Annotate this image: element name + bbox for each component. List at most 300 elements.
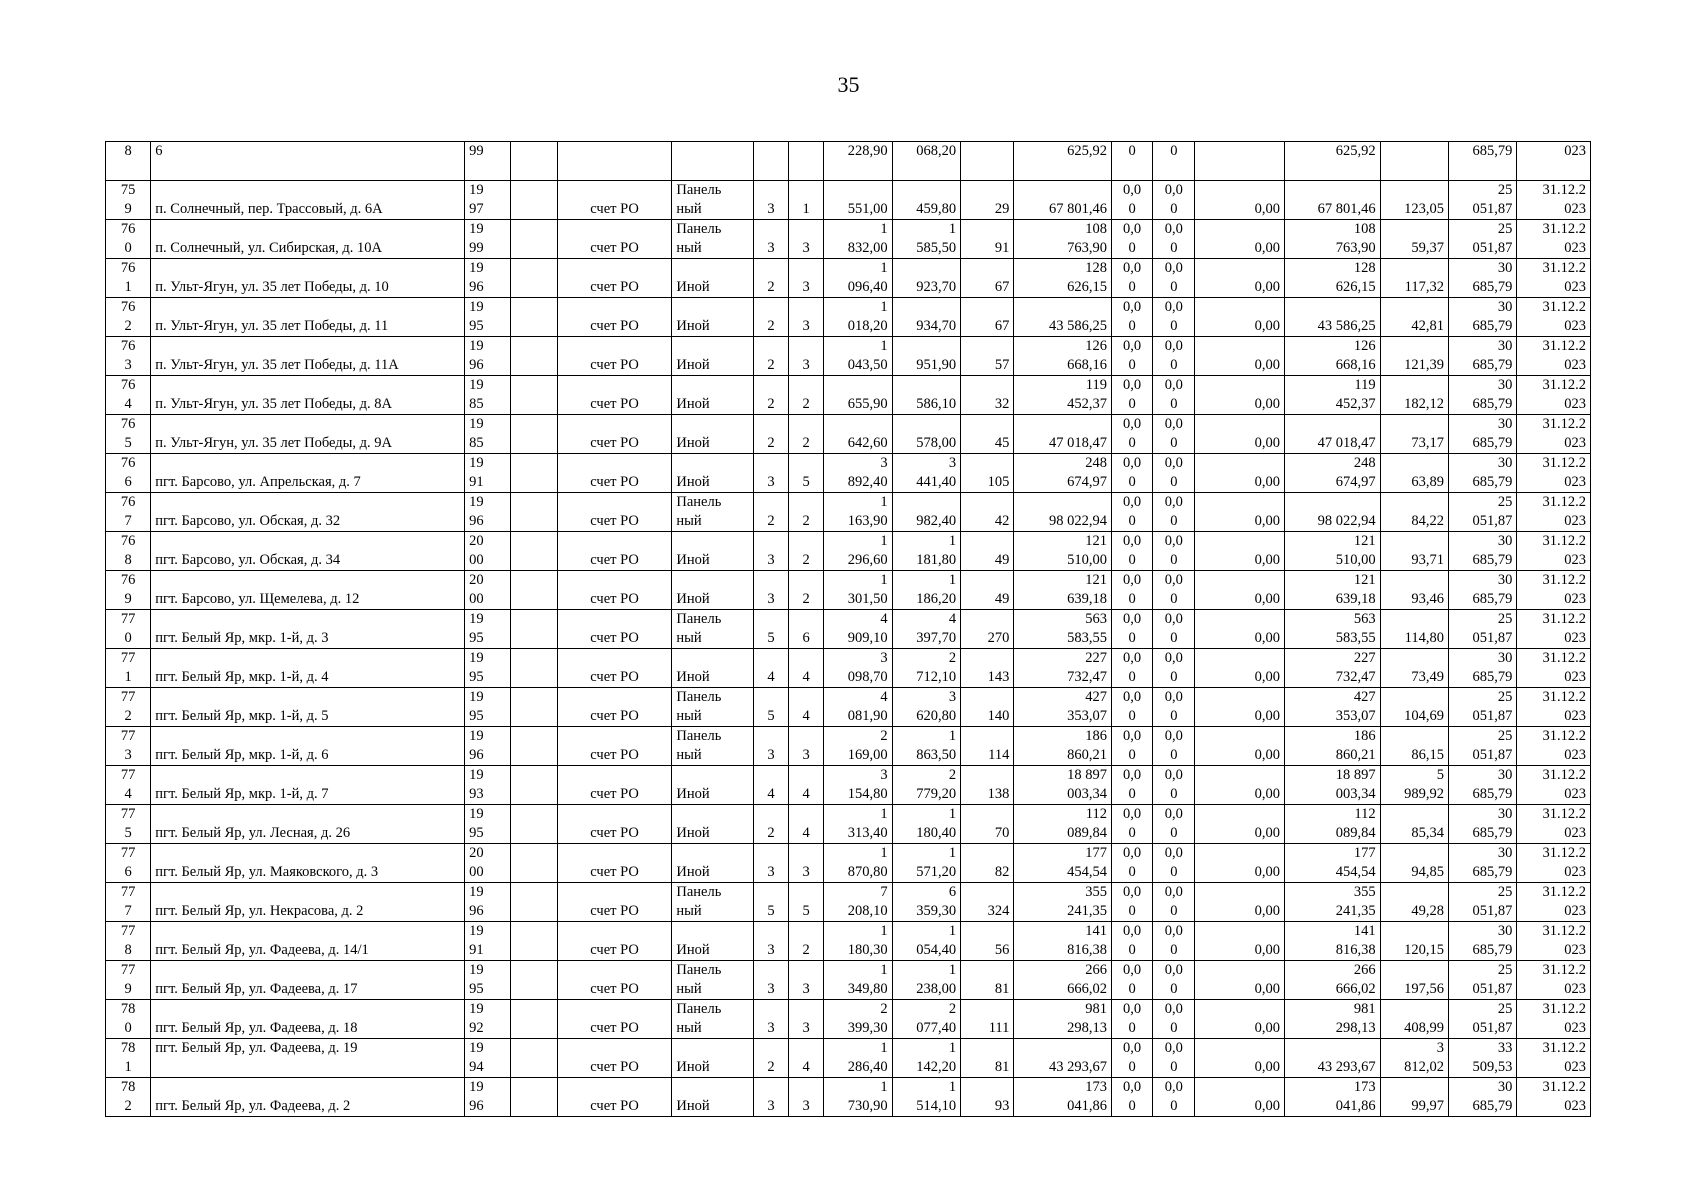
spacer-line <box>758 454 784 473</box>
wall-material-cell <box>672 571 753 610</box>
completion-date-cell-line: 31.12.2 <box>1542 767 1586 783</box>
year-cell-line: 20 <box>469 533 484 549</box>
living-area-cell-line <box>897 415 956 434</box>
zero-value-cell <box>1111 181 1152 220</box>
zero-value-cell-line: 0,0 <box>1123 299 1142 315</box>
cost-cell-line: 732,47 <box>1067 669 1107 685</box>
wall-material-cell-line: ный <box>676 630 702 646</box>
cost-cell-line: 266 <box>1085 962 1107 978</box>
total-cost-cell <box>1285 922 1381 961</box>
fund-method-cell <box>557 883 672 922</box>
unit-cost-cell <box>1380 727 1448 766</box>
year-cell-line <box>469 161 506 180</box>
completion-date-cell-line: 31.12.2 <box>1542 377 1586 393</box>
floors-cell-value: 3 <box>767 942 775 958</box>
zero-value-cell-line: 0,0 <box>1164 884 1183 900</box>
zero-value-cell <box>1111 766 1152 805</box>
unit-cost-cell-line: 42,81 <box>1411 318 1444 334</box>
total-cost-cell-line <box>1289 415 1376 434</box>
zero-value-cell <box>1153 142 1195 181</box>
residents-cell-value: 140 <box>987 708 1010 724</box>
unit-cost-cell-line <box>1385 961 1444 980</box>
total-area-cell <box>824 961 892 1000</box>
table-row <box>106 727 1591 766</box>
living-area-cell-line: 1 <box>948 1040 957 1056</box>
entrances-cell <box>789 1039 824 1078</box>
year-cell-line: 93 <box>469 786 484 802</box>
spacer-line <box>515 259 552 278</box>
spacer-line <box>758 142 784 161</box>
zero-value-cell <box>1111 454 1152 493</box>
entrances-cell <box>789 649 824 688</box>
unit-limit-cell-line: 25 <box>1497 221 1513 237</box>
zero-value-cell <box>1111 610 1152 649</box>
other-funds-cell-value: 0,00 <box>1254 630 1280 646</box>
empty-cell <box>511 532 557 571</box>
wall-material-cell-line: ный <box>676 240 702 256</box>
fund-method-cell <box>557 142 672 181</box>
entrances-cell <box>789 337 824 376</box>
cost-cell-line: 108 <box>1085 221 1107 237</box>
row-number-cell <box>106 922 151 961</box>
entrances-cell-value: 3 <box>802 279 810 295</box>
living-area-cell-line: 1 <box>948 533 957 549</box>
year-cell <box>465 376 511 415</box>
row-number-cell <box>106 610 151 649</box>
total-area-cell <box>824 649 892 688</box>
zero-value-cell-line: 0,0 <box>1164 728 1183 744</box>
total-area-cell-line: 1 <box>880 494 888 510</box>
wall-material-cell <box>672 415 753 454</box>
other-funds-cell <box>1195 688 1285 727</box>
completion-date-cell-line <box>1521 161 1586 180</box>
entrances-cell-value: 3 <box>802 357 810 373</box>
total-cost-cell-line <box>1289 161 1376 180</box>
unit-cost-cell-line <box>1385 376 1444 395</box>
spacer-line <box>1199 766 1280 785</box>
residents-cell-value: 270 <box>987 630 1010 646</box>
fund-method-cell <box>557 844 672 883</box>
unit-limit-cell-line: 30 <box>1497 767 1513 783</box>
zero-value-cell-line: 0,0 <box>1164 299 1183 315</box>
spacer-line <box>515 454 552 473</box>
wall-material-cell <box>672 688 753 727</box>
entrances-cell-value: 2 <box>802 513 810 529</box>
unit-limit-cell <box>1448 610 1516 649</box>
unit-cost-cell-line: 84,22 <box>1411 513 1444 529</box>
address-cell-line: п. Ульт-Ягун, ул. 35 лет Победы, д. 9А <box>155 435 392 451</box>
fund-method-cell <box>557 415 672 454</box>
unit-limit-cell <box>1448 181 1516 220</box>
total-cost-cell-line: 454,54 <box>1335 864 1376 880</box>
living-area-cell-line: 238,00 <box>916 981 957 997</box>
zero-value-cell-line: 0 <box>1170 942 1178 958</box>
spacer-line <box>793 727 819 746</box>
wall-material-cell-line: Панель <box>676 884 722 900</box>
cost-cell-line: 227 <box>1085 650 1107 666</box>
zero-value-cell <box>1111 649 1152 688</box>
fund-method-cell <box>557 259 672 298</box>
cost-cell <box>1014 493 1112 532</box>
fund-method-cell-line: счет РО <box>590 669 639 685</box>
unit-limit-cell <box>1448 805 1516 844</box>
floors-cell-value: 2 <box>767 396 775 412</box>
total-cost-cell-line: 626,15 <box>1335 279 1376 295</box>
empty-cell-value <box>515 317 552 336</box>
wall-material-cell-line <box>676 1039 748 1058</box>
year-cell-line: 95 <box>469 630 484 646</box>
row-number-cell-line: 2 <box>124 708 132 724</box>
unit-limit-cell <box>1448 142 1516 181</box>
row-number-cell-line: 77 <box>120 689 136 705</box>
row-number-cell-line: 9 <box>124 981 132 997</box>
fund-method-cell-line <box>562 883 668 902</box>
wall-material-cell <box>672 922 753 961</box>
spacer-line <box>515 649 552 668</box>
entrances-cell <box>789 727 824 766</box>
living-area-cell <box>892 922 960 961</box>
total-area-cell-line: 169,00 <box>847 747 888 763</box>
unit-cost-cell <box>1380 415 1448 454</box>
spacer-line <box>515 922 552 941</box>
living-area-cell-line: 578,00 <box>916 435 957 451</box>
residents-cell-value: 93 <box>994 1098 1010 1114</box>
year-cell-line: 96 <box>469 513 484 529</box>
year-cell <box>465 415 511 454</box>
unit-cost-cell-line <box>1385 805 1444 824</box>
spacer-line <box>1199 610 1280 629</box>
residents-cell <box>961 610 1014 649</box>
total-cost-cell-line: 128 <box>1353 260 1376 276</box>
wall-material-cell-line: Иной <box>676 357 710 373</box>
zero-value-cell-line: 0 <box>1170 1059 1178 1075</box>
spacer-line <box>1199 337 1280 356</box>
spacer-line <box>965 532 1009 551</box>
empty-cell-value <box>515 590 552 609</box>
spacer-line <box>965 961 1009 980</box>
cost-cell-line: 67 801,46 <box>1048 201 1107 217</box>
cost-cell-line: 816,38 <box>1067 942 1107 958</box>
zero-value-cell-line: 0 <box>1128 708 1136 724</box>
zero-value-cell-line: 0 <box>1170 825 1178 841</box>
completion-date-cell-line: 023 <box>1564 513 1586 529</box>
completion-date-cell-line: 31.12.2 <box>1542 182 1586 198</box>
wall-material-cell <box>672 493 753 532</box>
spacer-line <box>793 844 819 863</box>
other-funds-cell <box>1195 766 1285 805</box>
floors-cell <box>753 883 788 922</box>
address-cell <box>151 766 465 805</box>
unit-cost-cell-line: 114,80 <box>1404 630 1444 646</box>
empty-cell-value <box>515 395 552 414</box>
fund-method-cell-line: счет РО <box>590 630 639 646</box>
total-cost-cell-line: 427 <box>1353 689 1376 705</box>
floors-cell-value: 3 <box>767 240 775 256</box>
residents-cell-value: 143 <box>987 669 1010 685</box>
zero-value-cell <box>1111 883 1152 922</box>
spacer-line <box>515 181 552 200</box>
unit-limit-cell-line: 685,79 <box>1472 591 1513 607</box>
spacer-line <box>793 415 819 434</box>
year-cell-line: 95 <box>469 318 484 334</box>
floors-cell-value: 3 <box>767 1020 775 1036</box>
spacer-line <box>965 610 1009 629</box>
fund-method-cell-line <box>562 454 668 473</box>
total-area-cell-line: 3 <box>880 650 888 666</box>
completion-date-cell-line: 023 <box>1564 591 1586 607</box>
year-cell-line: 19 <box>469 611 484 627</box>
address-cell-line <box>155 298 460 317</box>
residents-cell <box>961 1000 1014 1039</box>
total-cost-cell-line: 452,37 <box>1335 396 1376 412</box>
residents-cell <box>961 142 1014 181</box>
address-cell-line <box>155 415 460 434</box>
unit-cost-cell-line: 812,02 <box>1404 1059 1444 1075</box>
spacer-line <box>758 220 784 239</box>
residents-cell <box>961 649 1014 688</box>
fund-method-cell-line <box>562 259 668 278</box>
unit-cost-cell-line <box>1385 571 1444 590</box>
row-number-cell-line: 77 <box>120 650 136 666</box>
living-area-cell-line: 1 <box>948 221 957 237</box>
unit-limit-cell <box>1448 259 1516 298</box>
zero-value-cell-line: 0,0 <box>1123 416 1142 432</box>
spacer-line <box>1199 688 1280 707</box>
year-cell-line: 19 <box>469 299 484 315</box>
unit-limit-cell-line: 051,87 <box>1472 240 1513 256</box>
cost-cell <box>1014 1039 1112 1078</box>
unit-limit-cell-line <box>1453 161 1512 180</box>
empty-cell <box>511 571 557 610</box>
other-funds-cell <box>1195 376 1285 415</box>
unit-limit-cell-line: 30 <box>1497 650 1513 666</box>
year-cell-line: 95 <box>469 669 484 685</box>
zero-value-cell-line: 0 <box>1128 435 1136 451</box>
unit-cost-cell <box>1380 922 1448 961</box>
zero-value-cell-line: 0,0 <box>1123 572 1142 588</box>
cost-cell-line: 452,37 <box>1067 396 1107 412</box>
row-number-cell <box>106 220 151 259</box>
unit-cost-cell-line <box>1385 298 1444 317</box>
floors-cell <box>753 337 788 376</box>
fund-method-cell-line <box>562 571 668 590</box>
unit-cost-cell <box>1380 766 1448 805</box>
address-cell-line: пгт. Белый Яр, ул. Фадеева, д. 17 <box>155 981 358 997</box>
unit-limit-cell <box>1448 961 1516 1000</box>
address-cell-line <box>155 961 460 980</box>
cost-cell-line: 427 <box>1085 689 1107 705</box>
floors-cell <box>753 610 788 649</box>
completion-date-cell <box>1517 1039 1591 1078</box>
total-cost-cell-line: 298,13 <box>1335 1020 1376 1036</box>
total-cost-cell-line: 119 <box>1354 377 1376 393</box>
total-area-cell-line: 313,40 <box>847 825 888 841</box>
zero-value-cell-line: 0,0 <box>1164 533 1183 549</box>
spacer-line <box>758 883 784 902</box>
residents-cell <box>961 922 1014 961</box>
wall-material-cell-line: Иной <box>676 591 710 607</box>
total-area-cell-line <box>828 181 887 200</box>
zero-value-cell <box>1111 259 1152 298</box>
spacer-line <box>1199 1000 1280 1019</box>
year-cell-line: 19 <box>469 338 484 354</box>
total-cost-cell-line: 98 022,94 <box>1317 513 1376 529</box>
spacer-line <box>758 532 784 551</box>
year-cell <box>465 649 511 688</box>
unit-cost-cell-line: 123,05 <box>1404 201 1444 217</box>
unit-limit-cell-line: 685,79 <box>1472 279 1513 295</box>
living-area-cell-line: 1 <box>948 923 957 939</box>
spacer-line <box>758 1000 784 1019</box>
spacer-line <box>758 766 784 785</box>
total-area-cell-line: 3 <box>880 455 888 471</box>
zero-value-cell-line: 0 <box>1128 669 1136 685</box>
row-number-cell-line: 8 <box>124 143 132 159</box>
floors-cell-value: 3 <box>767 201 775 217</box>
residents-cell-value: 49 <box>994 591 1010 607</box>
zero-value-cell-line: 0,0 <box>1123 650 1142 666</box>
completion-date-cell-line: 31.12.2 <box>1542 338 1586 354</box>
entrances-cell <box>789 571 824 610</box>
entrances-cell-value: 3 <box>802 981 810 997</box>
fund-method-cell-line: счет РО <box>590 864 639 880</box>
total-area-cell-line <box>828 161 887 180</box>
entrances-cell-value: 2 <box>802 591 810 607</box>
completion-date-cell <box>1517 337 1591 376</box>
entrances-cell-value: 3 <box>802 1098 810 1114</box>
total-cost-cell <box>1285 376 1381 415</box>
unit-limit-cell-line: 30 <box>1497 845 1513 861</box>
cost-cell <box>1014 415 1112 454</box>
living-area-cell <box>892 259 960 298</box>
floors-cell-value: 4 <box>767 669 775 685</box>
zero-value-cell-line: 0 <box>1128 630 1136 646</box>
unit-limit-cell-line: 25 <box>1497 494 1513 510</box>
year-cell <box>465 298 511 337</box>
cost-cell-line: 126 <box>1085 338 1107 354</box>
total-area-cell-line: 909,10 <box>847 630 888 646</box>
unit-cost-cell-line <box>1385 1000 1444 1019</box>
zero-value-cell-line: 0,0 <box>1164 221 1183 237</box>
floors-cell <box>753 532 788 571</box>
cost-cell <box>1014 376 1112 415</box>
unit-cost-cell <box>1380 142 1448 181</box>
completion-date-cell <box>1517 454 1591 493</box>
year-cell-line: 95 <box>469 981 484 997</box>
fund-method-cell-line: счет РО <box>590 903 639 919</box>
empty-cell-value <box>515 824 552 843</box>
floors-cell-value: 2 <box>767 279 775 295</box>
residents-cell-value: 45 <box>994 435 1010 451</box>
row-number-cell <box>106 337 151 376</box>
address-cell-line <box>155 766 460 785</box>
total-cost-cell <box>1285 571 1381 610</box>
cost-cell <box>1014 220 1112 259</box>
empty-cell-value <box>515 434 552 453</box>
total-area-cell-line: 1 <box>880 1079 888 1095</box>
unit-cost-cell <box>1380 220 1448 259</box>
year-cell-line: 85 <box>469 435 484 451</box>
year-cell <box>465 688 511 727</box>
address-cell-line: п. Ульт-Ягун, ул. 35 лет Победы, д. 10 <box>155 279 389 295</box>
unit-cost-cell <box>1380 532 1448 571</box>
zero-value-cell-line: 0 <box>1170 474 1178 490</box>
row-number-cell <box>106 883 151 922</box>
total-cost-cell-line: 668,16 <box>1335 357 1376 373</box>
row-number-cell-line: 3 <box>124 747 132 763</box>
fund-method-cell <box>557 610 672 649</box>
spacer-line <box>1199 727 1280 746</box>
entrances-cell-value: 2 <box>802 435 810 451</box>
unit-cost-cell-line <box>1385 727 1444 746</box>
address-cell-line: пгт. Барсово, ул. Обская, д. 34 <box>155 552 341 568</box>
total-cost-cell-line: 177 <box>1353 845 1376 861</box>
unit-cost-cell <box>1380 883 1448 922</box>
other-funds-cell-value: 0,00 <box>1254 669 1280 685</box>
residents-cell-value: 114 <box>988 747 1010 763</box>
wall-material-cell-line: ный <box>676 201 702 217</box>
empty-cell-value <box>515 356 552 375</box>
year-cell <box>465 1039 511 1078</box>
unit-limit-cell-line: 685,79 <box>1472 474 1513 490</box>
unit-cost-cell <box>1380 1039 1448 1078</box>
other-funds-cell <box>1195 571 1285 610</box>
floors-cell <box>753 961 788 1000</box>
floors-cell <box>753 181 788 220</box>
fund-method-cell-line <box>562 1000 668 1019</box>
unit-cost-cell-line <box>1385 688 1444 707</box>
row-number-cell <box>106 1000 151 1039</box>
row-number-cell-line: 77 <box>120 962 136 978</box>
unit-limit-cell-line: 051,87 <box>1472 201 1513 217</box>
zero-value-cell-line: 0,0 <box>1164 650 1183 666</box>
completion-date-cell <box>1517 259 1591 298</box>
other-funds-cell <box>1195 883 1285 922</box>
unit-cost-cell <box>1380 337 1448 376</box>
zero-value-cell <box>1153 844 1195 883</box>
fund-method-cell <box>557 922 672 961</box>
row-number-cell <box>106 259 151 298</box>
unit-cost-cell-line: 182,12 <box>1404 396 1444 412</box>
fund-method-cell-line <box>562 727 668 746</box>
other-funds-cell-value: 0,00 <box>1254 279 1280 295</box>
cost-cell-line: 186 <box>1085 728 1107 744</box>
spacer-line <box>1199 1078 1280 1097</box>
zero-value-cell-line: 0 <box>1128 942 1136 958</box>
total-area-cell-line: 1 <box>880 572 888 588</box>
zero-value-cell-line: 0,0 <box>1123 338 1142 354</box>
fund-method-cell-line: счет РО <box>590 1059 639 1075</box>
unit-cost-cell-line: 989,92 <box>1404 786 1444 802</box>
zero-value-cell-line: 0,0 <box>1164 494 1183 510</box>
residents-cell-value: 32 <box>994 396 1010 412</box>
entrances-cell <box>789 181 824 220</box>
cost-cell-line: 141 <box>1085 923 1107 939</box>
cost-cell-line: 18 897 <box>1067 767 1107 783</box>
floors-cell-value: 5 <box>767 903 775 919</box>
total-area-cell-line: 1 <box>880 338 888 354</box>
completion-date-cell-line: 31.12.2 <box>1542 689 1586 705</box>
unit-cost-cell <box>1380 376 1448 415</box>
spacer-line <box>965 1000 1009 1019</box>
spacer-line <box>965 883 1009 902</box>
spacer-line <box>965 181 1009 200</box>
fund-method-cell <box>557 220 672 259</box>
zero-value-cell-line: 0 <box>1128 864 1136 880</box>
row-number-cell <box>106 727 151 766</box>
residents-cell-value: 42 <box>994 513 1010 529</box>
other-funds-cell-value: 0,00 <box>1254 396 1280 412</box>
